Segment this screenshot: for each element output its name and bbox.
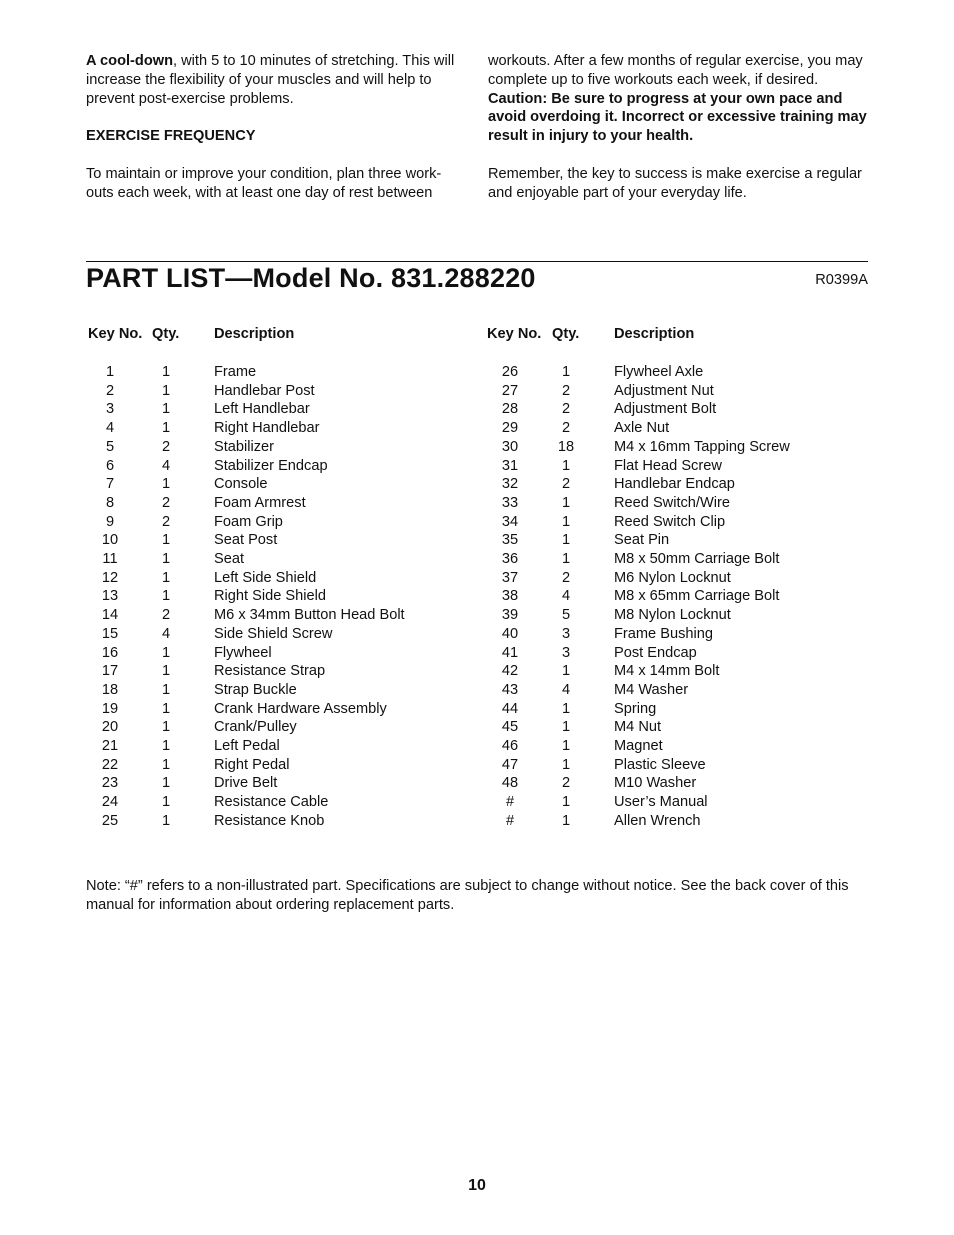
part-key-no: 35 (501, 532, 519, 549)
part-qty: 1 (161, 812, 171, 829)
part-description: Reed Switch Clip (614, 513, 726, 530)
part-key-no: 28 (501, 401, 519, 418)
part-key-no: 47 (501, 756, 519, 773)
part-key-no: 24 (101, 794, 119, 811)
part-qty: 1 (161, 794, 171, 811)
exercise-frequency-heading: EXERCISE FREQUENCY (86, 128, 256, 145)
part-description: M8 x 65mm Carriage Bolt (614, 588, 780, 605)
part-qty: 2 (561, 401, 571, 418)
part-key-no: 13 (101, 588, 119, 605)
part-qty: 1 (161, 551, 171, 567)
part-description: Left Pedal (214, 738, 280, 754)
part-qty: 18 (557, 438, 575, 455)
part-description: Axle Nut (614, 420, 670, 437)
part-key-no: 14 (101, 607, 119, 624)
part-key-no: 29 (501, 420, 519, 437)
part-qty: 2 (561, 775, 571, 792)
part-qty: 1 (161, 644, 171, 661)
part-description: M6 x 34mm Button Head Bolt (214, 607, 405, 624)
part-key-no: 33 (501, 494, 519, 511)
part-key-no: 1 (105, 364, 115, 380)
part-qty: 1 (161, 700, 171, 717)
part-description: Foam Armrest (214, 494, 306, 511)
part-key-no: 40 (501, 625, 519, 642)
part-description: Stabilizer Endcap (214, 457, 328, 474)
part-description: Reed Switch/Wire (614, 494, 730, 511)
part-description: Magnet (614, 738, 663, 754)
part-qty: 1 (561, 794, 571, 811)
part-description: M6 Nylon Locknut (614, 569, 731, 586)
part-qty: 1 (161, 476, 171, 493)
part-key-no: 9 (105, 513, 115, 530)
page-number: 10 (468, 1177, 486, 1194)
part-description: M8 x 50mm Carriage Bolt (614, 551, 780, 567)
part-description: Left Handlebar (214, 401, 310, 418)
part-description: Frame (214, 364, 257, 380)
part-qty: 1 (161, 663, 171, 680)
part-qty: 1 (161, 364, 171, 380)
part-key-no: 43 (501, 681, 519, 698)
part-qty: 1 (161, 420, 171, 437)
part-key-no: 37 (501, 569, 519, 586)
part-qty: 1 (561, 738, 571, 754)
part-description: Frame Bushing (614, 625, 713, 642)
part-qty: 2 (561, 476, 571, 493)
part-description: M4 Nut (614, 719, 662, 736)
intro-left-column (86, 52, 466, 202)
part-key-no: 10 (101, 532, 119, 549)
qty-header: Qty. (552, 326, 580, 342)
part-key-no: 42 (501, 663, 519, 680)
part-qty: 1 (161, 382, 171, 399)
part-list-note: Note: “#” refers to a non-illustrated part. Specifications are subject to change without notice. See the back cover of this manual for information about ordering replacement parts. (86, 878, 849, 913)
key-no-header: Key No. (88, 326, 143, 342)
part-key-no: 3 (105, 401, 115, 418)
part-qty: 1 (161, 681, 171, 698)
part-description: Strap Buckle (214, 681, 297, 698)
part-key-no: 25 (101, 812, 119, 829)
part-description: Crank/Pulley (214, 719, 297, 736)
part-description: Seat (214, 551, 245, 567)
part-key-no: 18 (101, 681, 119, 698)
part-qty: 1 (561, 532, 571, 549)
part-description: Spring (614, 700, 657, 717)
part-key-no: 4 (105, 420, 115, 437)
part-key-no: 31 (501, 457, 519, 474)
part-description: Left Side Shield (214, 569, 317, 586)
part-qty: 3 (561, 644, 571, 661)
part-key-no: 27 (501, 382, 519, 399)
part-qty: 2 (161, 607, 171, 624)
part-qty: 4 (161, 625, 171, 642)
part-key-no: 44 (501, 700, 519, 717)
part-qty: 2 (161, 513, 171, 530)
part-description: Resistance Knob (214, 812, 325, 829)
part-description: Crank Hardware Assembly (214, 700, 387, 717)
intro-right-column (488, 52, 868, 202)
part-qty: 1 (561, 663, 571, 680)
part-key-no: 30 (501, 438, 519, 455)
part-description: Flywheel Axle (614, 364, 704, 380)
part-key-no: 36 (501, 551, 519, 567)
part-description: Stabilizer (214, 438, 275, 455)
part-qty: 1 (161, 719, 171, 736)
part-qty: 1 (561, 700, 571, 717)
part-key-no: 12 (101, 569, 119, 586)
part-qty: 2 (561, 382, 571, 399)
part-list-title: PART LIST—Model No. 831.288220 (86, 263, 536, 293)
part-key-no: 26 (501, 364, 519, 380)
part-description: Foam Grip (214, 513, 283, 530)
part-key-no: 11 (102, 551, 118, 567)
part-key-no: 19 (101, 700, 119, 717)
part-qty: 2 (561, 569, 571, 586)
part-description: Post Endcap (614, 644, 697, 661)
part-key-no: 41 (501, 644, 519, 661)
part-key-no: 5 (105, 438, 115, 455)
part-qty: 1 (161, 775, 171, 792)
part-description: M4 x 16mm Tapping Screw (614, 438, 790, 455)
part-key-no: 45 (501, 719, 519, 736)
key-no-header: Key No. (487, 326, 542, 342)
part-description: M10 Washer (614, 775, 697, 792)
part-qty: 1 (161, 738, 171, 754)
frequency-continued-paragraph: workouts. After a few months of regular exercise, you may complete up to five workouts each week, if desired. Caution: Be sure to progress at your own pace and avoid overdoing it. Incorrect or excessive training may result in injury to your health. (488, 53, 867, 145)
part-qty: 1 (561, 719, 571, 736)
description-header: Description (614, 326, 695, 342)
part-qty: 4 (561, 588, 571, 605)
part-description: M8 Nylon Locknut (614, 607, 731, 624)
part-qty: 3 (561, 625, 571, 642)
part-description: Adjustment Nut (614, 382, 714, 399)
part-key-no: 23 (101, 775, 119, 792)
part-qty: 1 (561, 756, 571, 773)
frequency-paragraph: To maintain or improve your condition, plan three work-outs each week, with at least one day of rest between (86, 165, 442, 201)
part-description: Resistance Cable (214, 794, 329, 811)
part-description: Seat Pin (614, 532, 670, 549)
part-qty: 1 (561, 812, 571, 829)
part-key-no: 2 (105, 382, 115, 399)
part-qty: 1 (561, 551, 571, 567)
part-key-no: 17 (101, 663, 119, 680)
part-key-no: 48 (501, 775, 519, 792)
part-description: Plastic Sleeve (614, 756, 706, 773)
part-description: Handlebar Endcap (614, 476, 735, 493)
part-qty: 5 (561, 607, 571, 624)
part-description: Side Shield Screw (214, 625, 333, 642)
part-qty: 4 (161, 457, 171, 474)
part-qty: 1 (161, 756, 171, 773)
part-qty: 2 (161, 438, 171, 455)
part-qty: 1 (561, 457, 571, 474)
part-key-no: 32 (501, 476, 519, 493)
part-key-no: 21 (101, 738, 119, 754)
part-key-no: 38 (501, 588, 519, 605)
part-qty: 2 (561, 420, 571, 437)
part-qty: 1 (161, 401, 171, 418)
remember-paragraph: Remember, the key to success is make exercise a regular and enjoyable part of your everyday life. (488, 165, 862, 201)
part-key-no: 22 (101, 756, 119, 773)
part-description: M4 x 14mm Bolt (614, 663, 720, 680)
part-description: User’s Manual (614, 794, 708, 811)
part-key-no: 16 (101, 644, 119, 661)
part-description: Handlebar Post (214, 382, 315, 399)
part-qty: 1 (561, 364, 571, 380)
part-description: Resistance Strap (214, 663, 326, 680)
part-qty: 1 (161, 532, 171, 549)
part-key-no: 6 (105, 457, 115, 474)
part-description: Flat Head Screw (614, 457, 722, 474)
part-description: Console (214, 476, 268, 493)
part-key-no: 34 (501, 513, 519, 530)
part-description: Right Side Shield (214, 588, 326, 605)
part-key-no: 20 (101, 719, 119, 736)
part-description: Right Pedal (214, 756, 290, 773)
part-description: Flywheel (214, 644, 272, 661)
part-description: Adjustment Bolt (614, 401, 717, 418)
part-qty: 1 (161, 569, 171, 586)
part-key-no: 46 (501, 738, 519, 754)
part-qty: 4 (561, 681, 571, 698)
description-header: Description (214, 326, 295, 342)
part-key-no: 15 (101, 625, 119, 642)
part-qty: 1 (561, 513, 571, 530)
part-description: Allen Wrench (614, 812, 701, 829)
part-description: Right Handlebar (214, 420, 320, 437)
part-description: Seat Post (214, 532, 278, 549)
part-key-no: 7 (105, 476, 115, 493)
part-description: M4 Washer (614, 681, 689, 698)
part-qty: 1 (561, 494, 571, 511)
part-qty: 1 (161, 588, 171, 605)
qty-header: Qty. (152, 326, 180, 342)
part-key-no: # (505, 794, 515, 811)
part-key-no: # (505, 812, 515, 829)
part-key-no: 39 (501, 607, 519, 624)
part-qty: 2 (161, 494, 171, 511)
part-key-no: 8 (105, 494, 115, 511)
revision-code: R0399A (815, 272, 868, 288)
part-description: Drive Belt (214, 775, 278, 792)
cool-down-paragraph: A cool-down, with 5 to 10 minutes of stretching. This will increase the flexibility of your muscles and will help to prevent post-exercise problems. (86, 53, 455, 107)
